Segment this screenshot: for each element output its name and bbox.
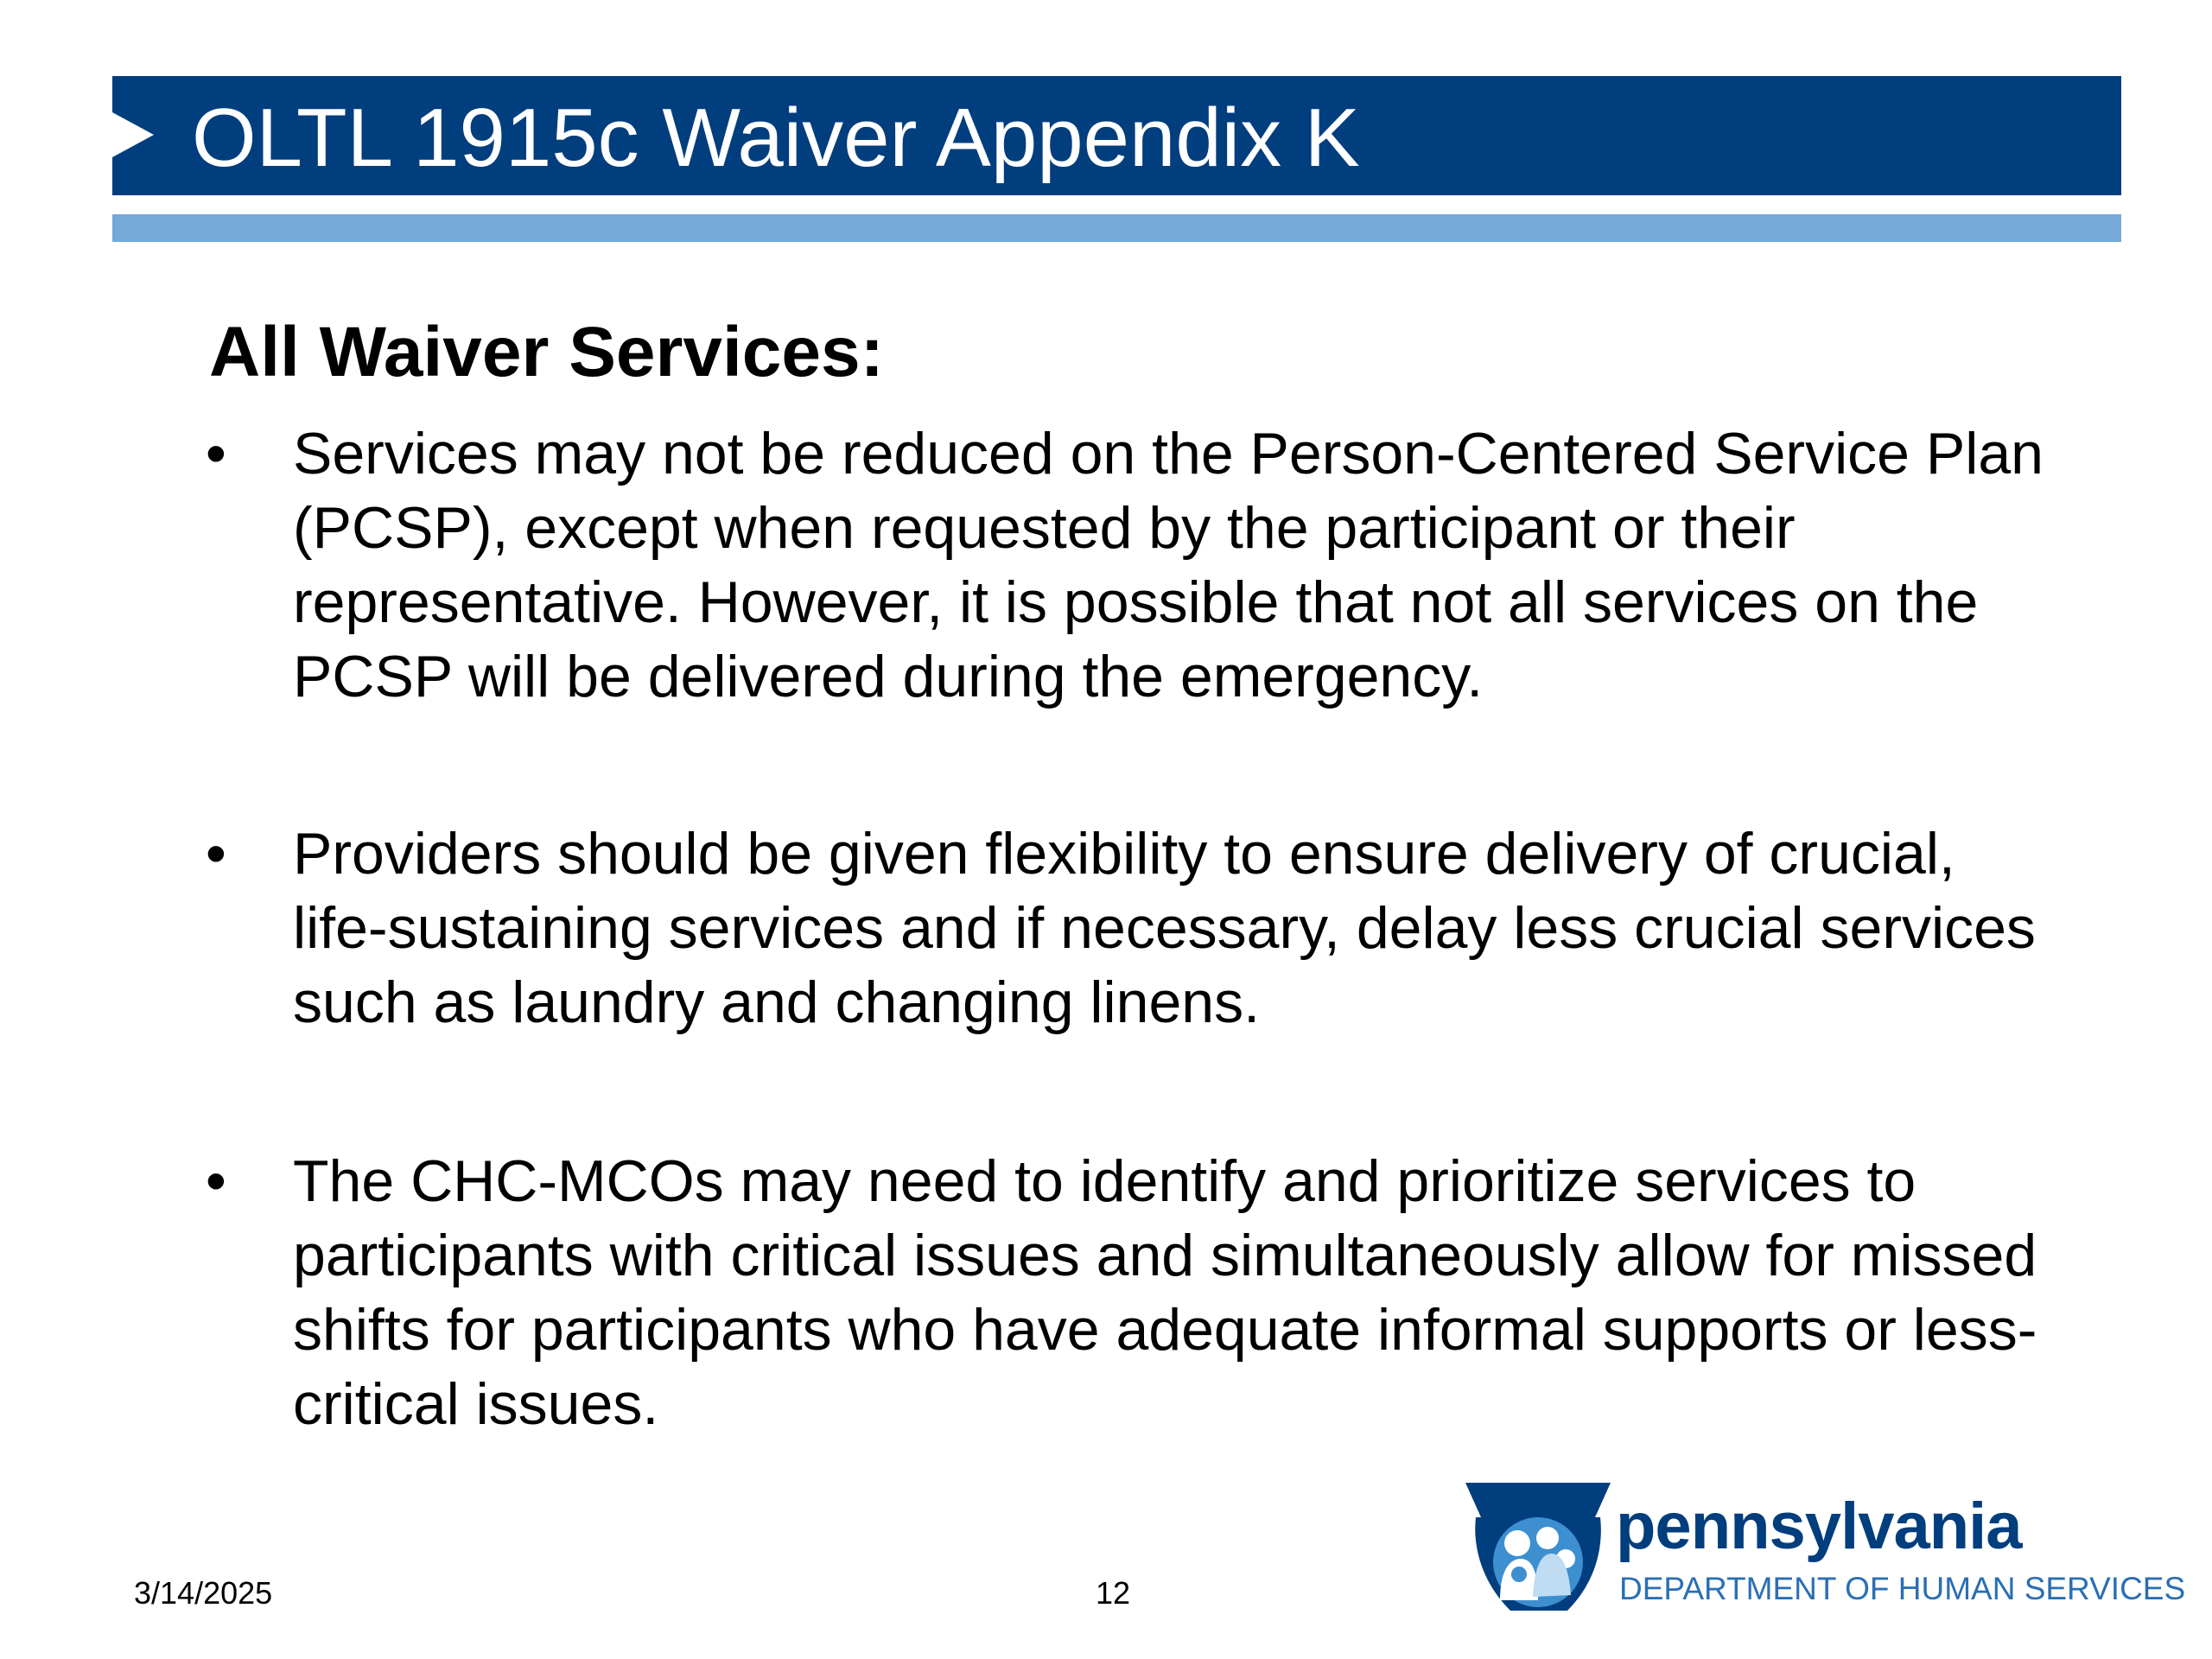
bullet-marker: • bbox=[206, 821, 226, 887]
bullet-text: The CHC-MCOs may need to identify and prioritize services to participants with critical issues and simultaneously allow for missed shifts for participants who have adequate informal supports or less-critical issues. bbox=[293, 1148, 2037, 1437]
accent-bar bbox=[112, 214, 2121, 242]
slide-title: OLTL 1915c Waiver Appendix K bbox=[192, 92, 1360, 184]
bullet-item bbox=[206, 1144, 2037, 1441]
logo-department: DEPARTMENT OF HUMAN SERVICES bbox=[1619, 1571, 2186, 1606]
bullet-item bbox=[206, 416, 2044, 714]
page-number: 12 bbox=[1096, 1575, 1131, 1611]
bullet-text: Services may not be reduced on the Person-Centered Service Plan (PCSP), except when requested by the participant or their representative. However, it is possible that not all services on the PCSP will be delivered during the emergency. bbox=[293, 421, 2044, 709]
title-arrow-icon bbox=[112, 112, 154, 157]
footer-date: 3/14/2025 bbox=[134, 1575, 273, 1611]
bullet-marker: • bbox=[206, 421, 226, 486]
logo-wordmark: pennsylvania bbox=[1616, 1490, 2022, 1563]
section-heading: All Waiver Services: bbox=[209, 313, 884, 391]
bullet-marker: • bbox=[206, 1148, 226, 1214]
bullet-text: Providers should be given flexibility to ensure delivery of crucial, life-sustaining services and if necessary, delay less crucial services such as laundry and changing linens. bbox=[293, 821, 2036, 1035]
bullet-item bbox=[206, 817, 2037, 1039]
keystone-family-icon bbox=[1465, 1479, 1611, 1614]
